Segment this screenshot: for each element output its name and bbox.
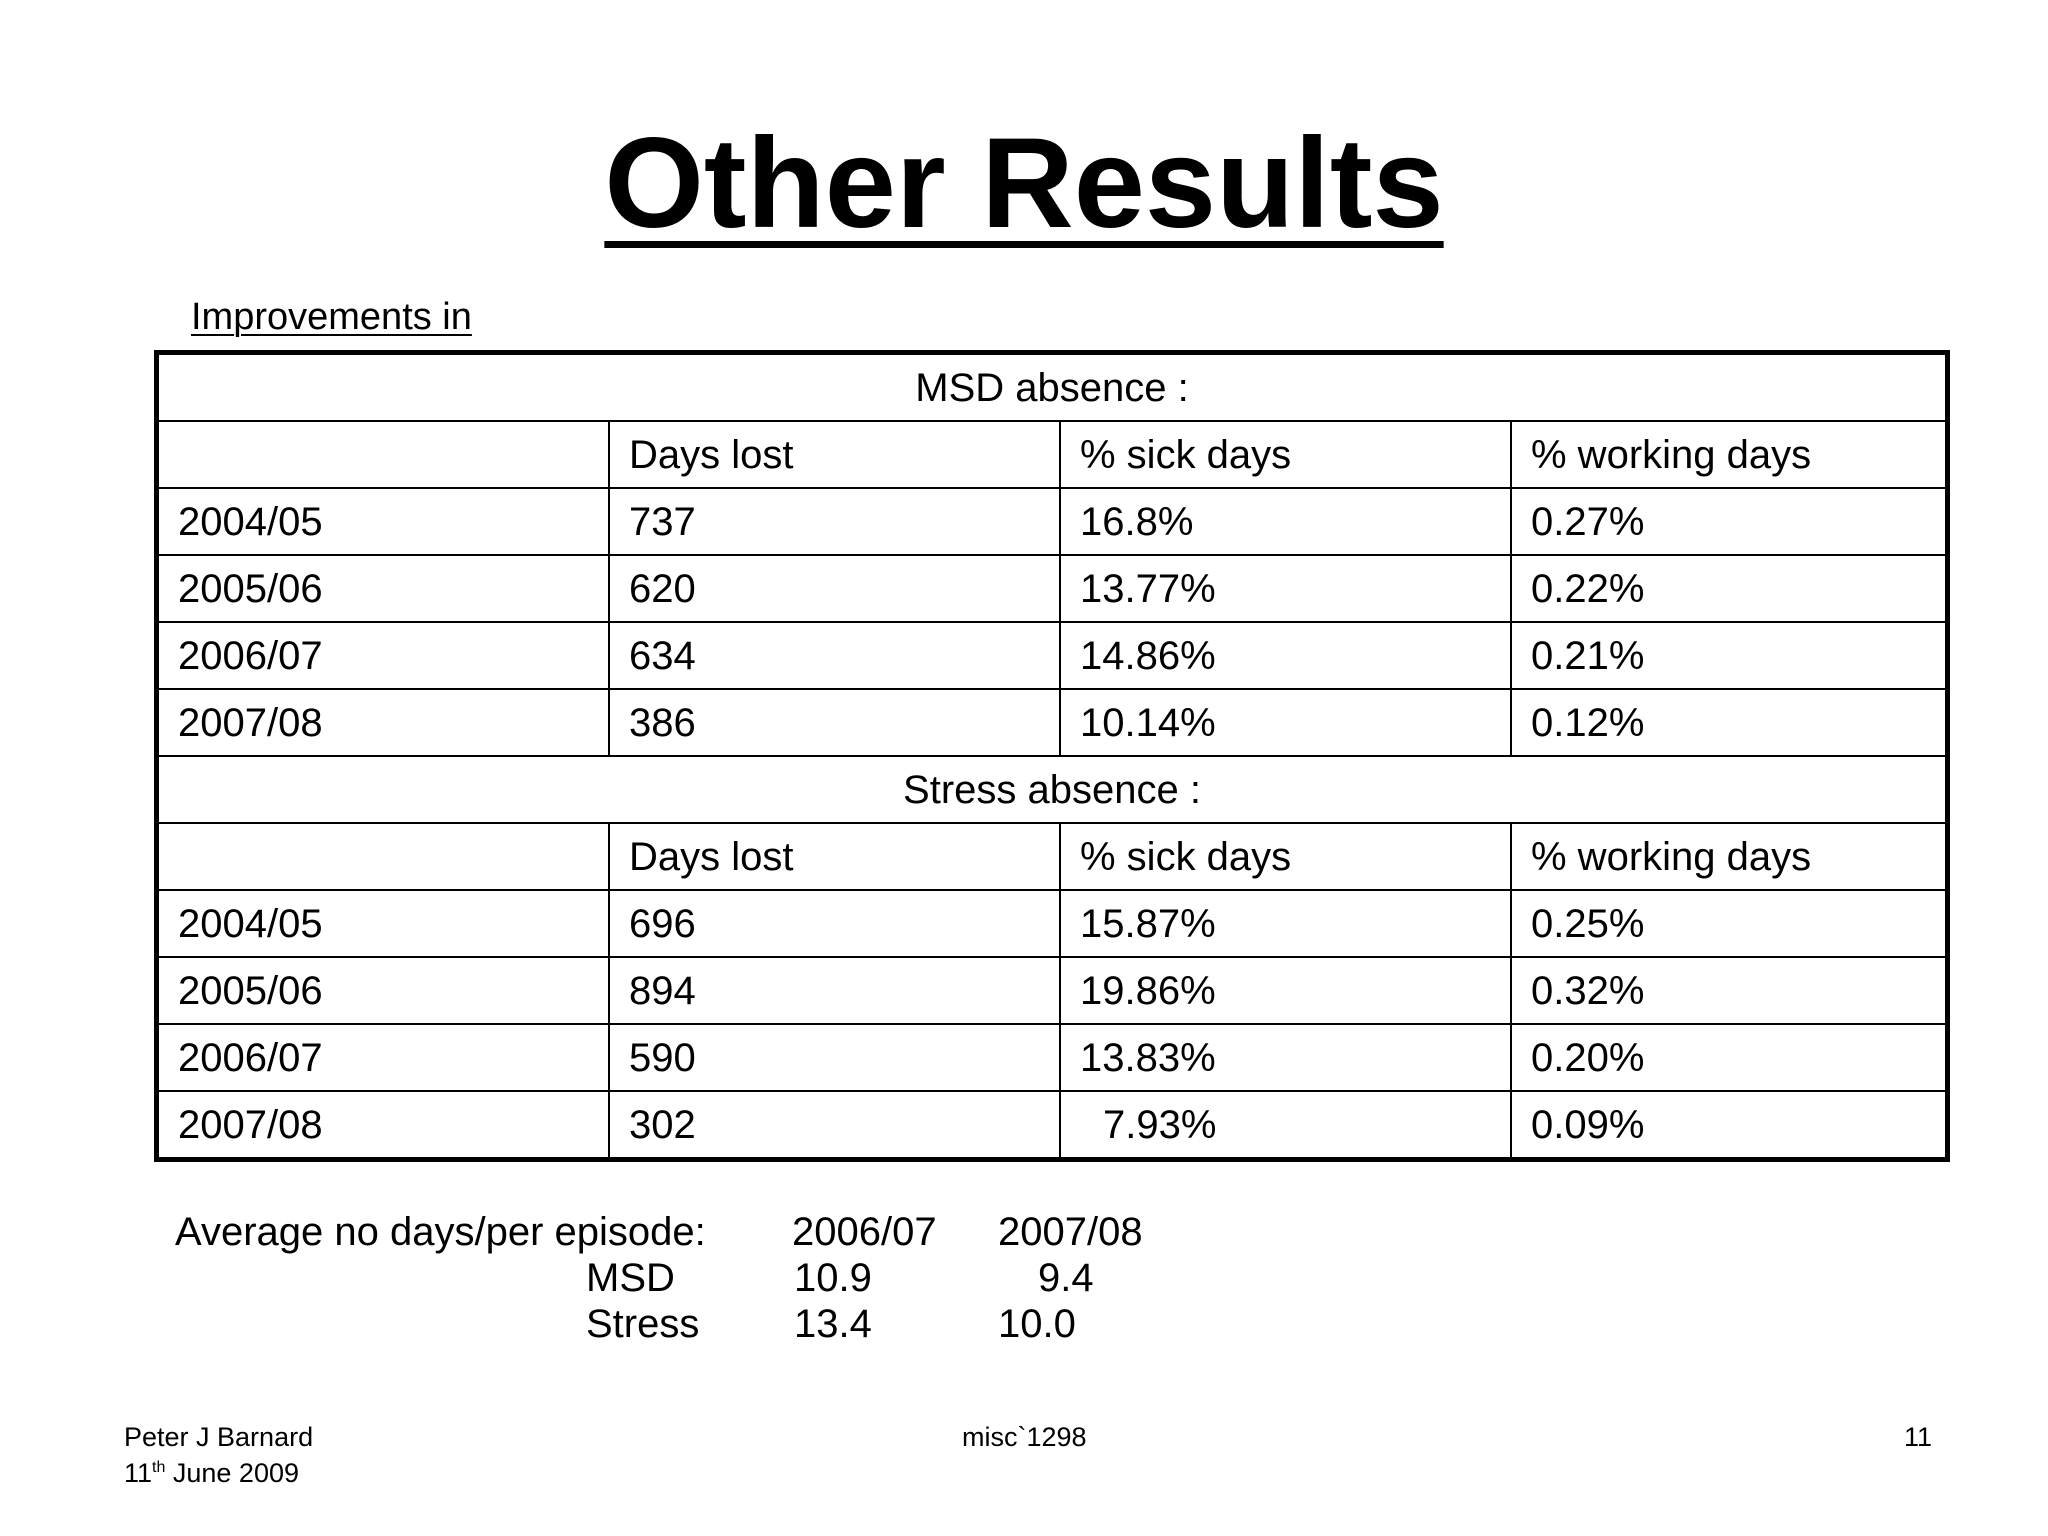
footer-date: 11th June 2009 xyxy=(124,1458,299,1488)
working-days-cell: 0.32% xyxy=(1511,957,1948,1024)
averages-value: 9.4 xyxy=(1038,1256,1094,1300)
days-lost-cell: 696 xyxy=(609,890,1060,957)
table-row xyxy=(157,890,1948,957)
working-days-cell: 0.25% xyxy=(1511,890,1948,957)
working-days-cell: 0.27% xyxy=(1511,488,1948,555)
column-header xyxy=(157,823,610,890)
header-row-msd xyxy=(157,421,1948,488)
year-cell: 2005/06 xyxy=(157,555,610,622)
working-days-cell: 0.20% xyxy=(1511,1024,1948,1091)
averages-year-header: 2006/07 xyxy=(792,1210,937,1254)
subtitle: Improvements in xyxy=(191,296,472,338)
days-lost-cell: 386 xyxy=(609,689,1060,756)
working-days-cell: 0.12% xyxy=(1511,689,1948,756)
sick-days-cell: 7.93% xyxy=(1060,1091,1511,1160)
section-title-msd: MSD absence : xyxy=(157,353,1948,422)
table-row xyxy=(157,488,1948,555)
header-row-stress xyxy=(157,823,1948,890)
averages-value: 10.0 xyxy=(998,1302,1076,1346)
column-header: % working days xyxy=(1511,823,1948,890)
footer-reference: misc`1298 xyxy=(962,1422,1087,1452)
column-header xyxy=(157,421,610,488)
averages-row-label: Stress xyxy=(586,1302,700,1346)
averages-value: 10.9 xyxy=(794,1256,872,1300)
days-lost-cell: 620 xyxy=(609,555,1060,622)
column-header: Days lost xyxy=(609,823,1060,890)
section-row-stress xyxy=(157,756,1948,823)
table-row xyxy=(157,555,1948,622)
column-header: % sick days xyxy=(1060,421,1511,488)
page-number: 11 xyxy=(1904,1422,1933,1452)
results-table xyxy=(154,350,1950,1162)
sick-days-cell: 13.77% xyxy=(1060,555,1511,622)
section-row-msd xyxy=(157,353,1948,422)
days-lost-cell: 634 xyxy=(609,622,1060,689)
table-row xyxy=(157,1091,1948,1160)
year-cell: 2007/08 xyxy=(157,689,610,756)
sick-days-cell: 14.86% xyxy=(1060,622,1511,689)
year-cell: 2006/07 xyxy=(157,622,610,689)
table-row xyxy=(157,689,1948,756)
sick-days-cell: 19.86% xyxy=(1060,957,1511,1024)
section-title-stress: Stress absence : xyxy=(157,756,1948,823)
days-lost-cell: 737 xyxy=(609,488,1060,555)
working-days-cell: 0.22% xyxy=(1511,555,1948,622)
year-cell: 2007/08 xyxy=(157,1091,610,1160)
sick-days-cell: 15.87% xyxy=(1060,890,1511,957)
days-lost-cell: 590 xyxy=(609,1024,1060,1091)
column-header: Days lost xyxy=(609,421,1060,488)
days-lost-cell: 302 xyxy=(609,1091,1060,1160)
sick-days-cell: 13.83% xyxy=(1060,1024,1511,1091)
slide-title: Other Results xyxy=(604,112,1444,255)
sick-days-cell: 16.8% xyxy=(1060,488,1511,555)
averages-value: 13.4 xyxy=(794,1302,872,1346)
averages-row-label: MSD xyxy=(586,1256,675,1300)
column-header: % sick days xyxy=(1060,823,1511,890)
year-cell: 2004/05 xyxy=(157,890,610,957)
working-days-cell: 0.21% xyxy=(1511,622,1948,689)
table-row xyxy=(157,622,1948,689)
year-cell: 2006/07 xyxy=(157,1024,610,1091)
column-header: % working days xyxy=(1511,421,1948,488)
days-lost-cell: 894 xyxy=(609,957,1060,1024)
table-row xyxy=(157,1024,1948,1091)
working-days-cell: 0.09% xyxy=(1511,1091,1948,1160)
footer-author: Peter J Barnard xyxy=(124,1422,314,1452)
sick-days-cell: 10.14% xyxy=(1060,689,1511,756)
year-cell: 2004/05 xyxy=(157,488,610,555)
year-cell: 2005/06 xyxy=(157,957,610,1024)
table-row xyxy=(157,957,1948,1024)
averages-year-header: 2007/08 xyxy=(998,1210,1143,1254)
averages-label: Average no days/per episode: xyxy=(175,1210,706,1254)
